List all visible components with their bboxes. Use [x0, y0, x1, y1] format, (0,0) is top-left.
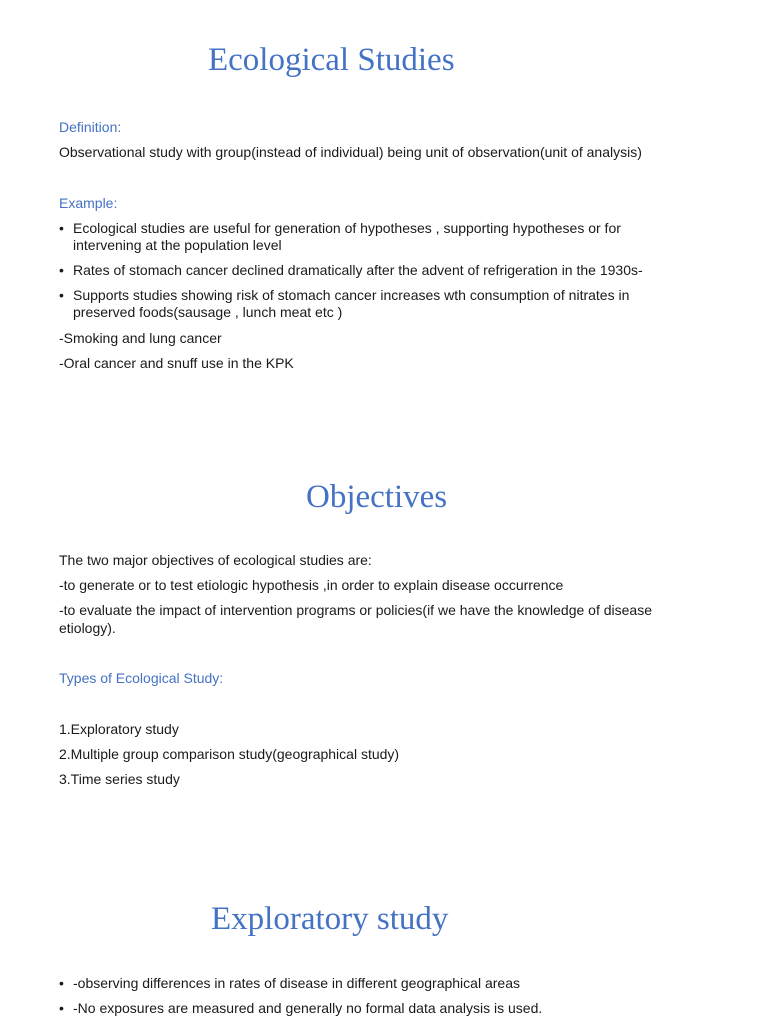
bullet-icon: • — [59, 975, 64, 991]
bullet-item — [59, 220, 699, 256]
bullet-icon: • — [59, 287, 64, 303]
bullet-item — [59, 1000, 699, 1018]
bullet-item — [59, 262, 699, 280]
objective-item: -to evaluate the impact of intervention programs or policies(if we have the knowledge of disease etiology). — [59, 602, 652, 636]
bullet-text: Ecological studies are useful for generation of hypotheses , supporting hypotheses or for intervening at the population level — [73, 220, 621, 253]
bullet-icon: • — [59, 1000, 64, 1016]
bullet-text: -No exposures are measured and generally no formal data analysis is used. — [73, 1000, 543, 1016]
section-title-objectives: Objectives — [306, 479, 448, 515]
section-title-exploratory-study: Exploratory study — [211, 901, 449, 937]
bullet-item — [59, 287, 699, 323]
bullet-text: Supports studies showing risk of stomach cancer increases wth consumption of nitrates in preserved foods(sausage , lunch meat etc ) — [73, 287, 630, 320]
objectives-intro: The two major objectives of ecological studies are: — [59, 552, 372, 568]
types-label: Types of Ecological Study: — [59, 670, 224, 686]
example-line: -Oral cancer and snuff use in the KPK — [59, 355, 294, 371]
example-line: -Smoking and lung cancer — [59, 330, 222, 346]
type-item: 2.Multiple group comparison study(geographical study) — [59, 746, 400, 762]
definition-text: Observational study with group(instead of individual) being unit of observation(unit of analysis) — [59, 144, 642, 160]
objective-item: -to generate or to test etiologic hypothesis ,in order to explain disease occurrence — [59, 577, 564, 593]
bullet-item — [59, 975, 699, 993]
example-label: Example: — [59, 195, 118, 211]
type-item: 3.Time series study — [59, 771, 180, 787]
bullet-text: Rates of stomach cancer declined dramatically after the advent of refrigeration in the 1930s- — [73, 262, 643, 278]
bullet-icon: • — [59, 262, 64, 278]
bullet-icon: • — [59, 220, 64, 236]
definition-label: Definition: — [59, 119, 122, 135]
bullet-text: -observing differences in rates of disease in different geographical areas — [73, 975, 520, 991]
type-item: 1.Exploratory study — [59, 721, 179, 737]
section-title-ecological-studies: Ecological Studies — [208, 42, 455, 78]
